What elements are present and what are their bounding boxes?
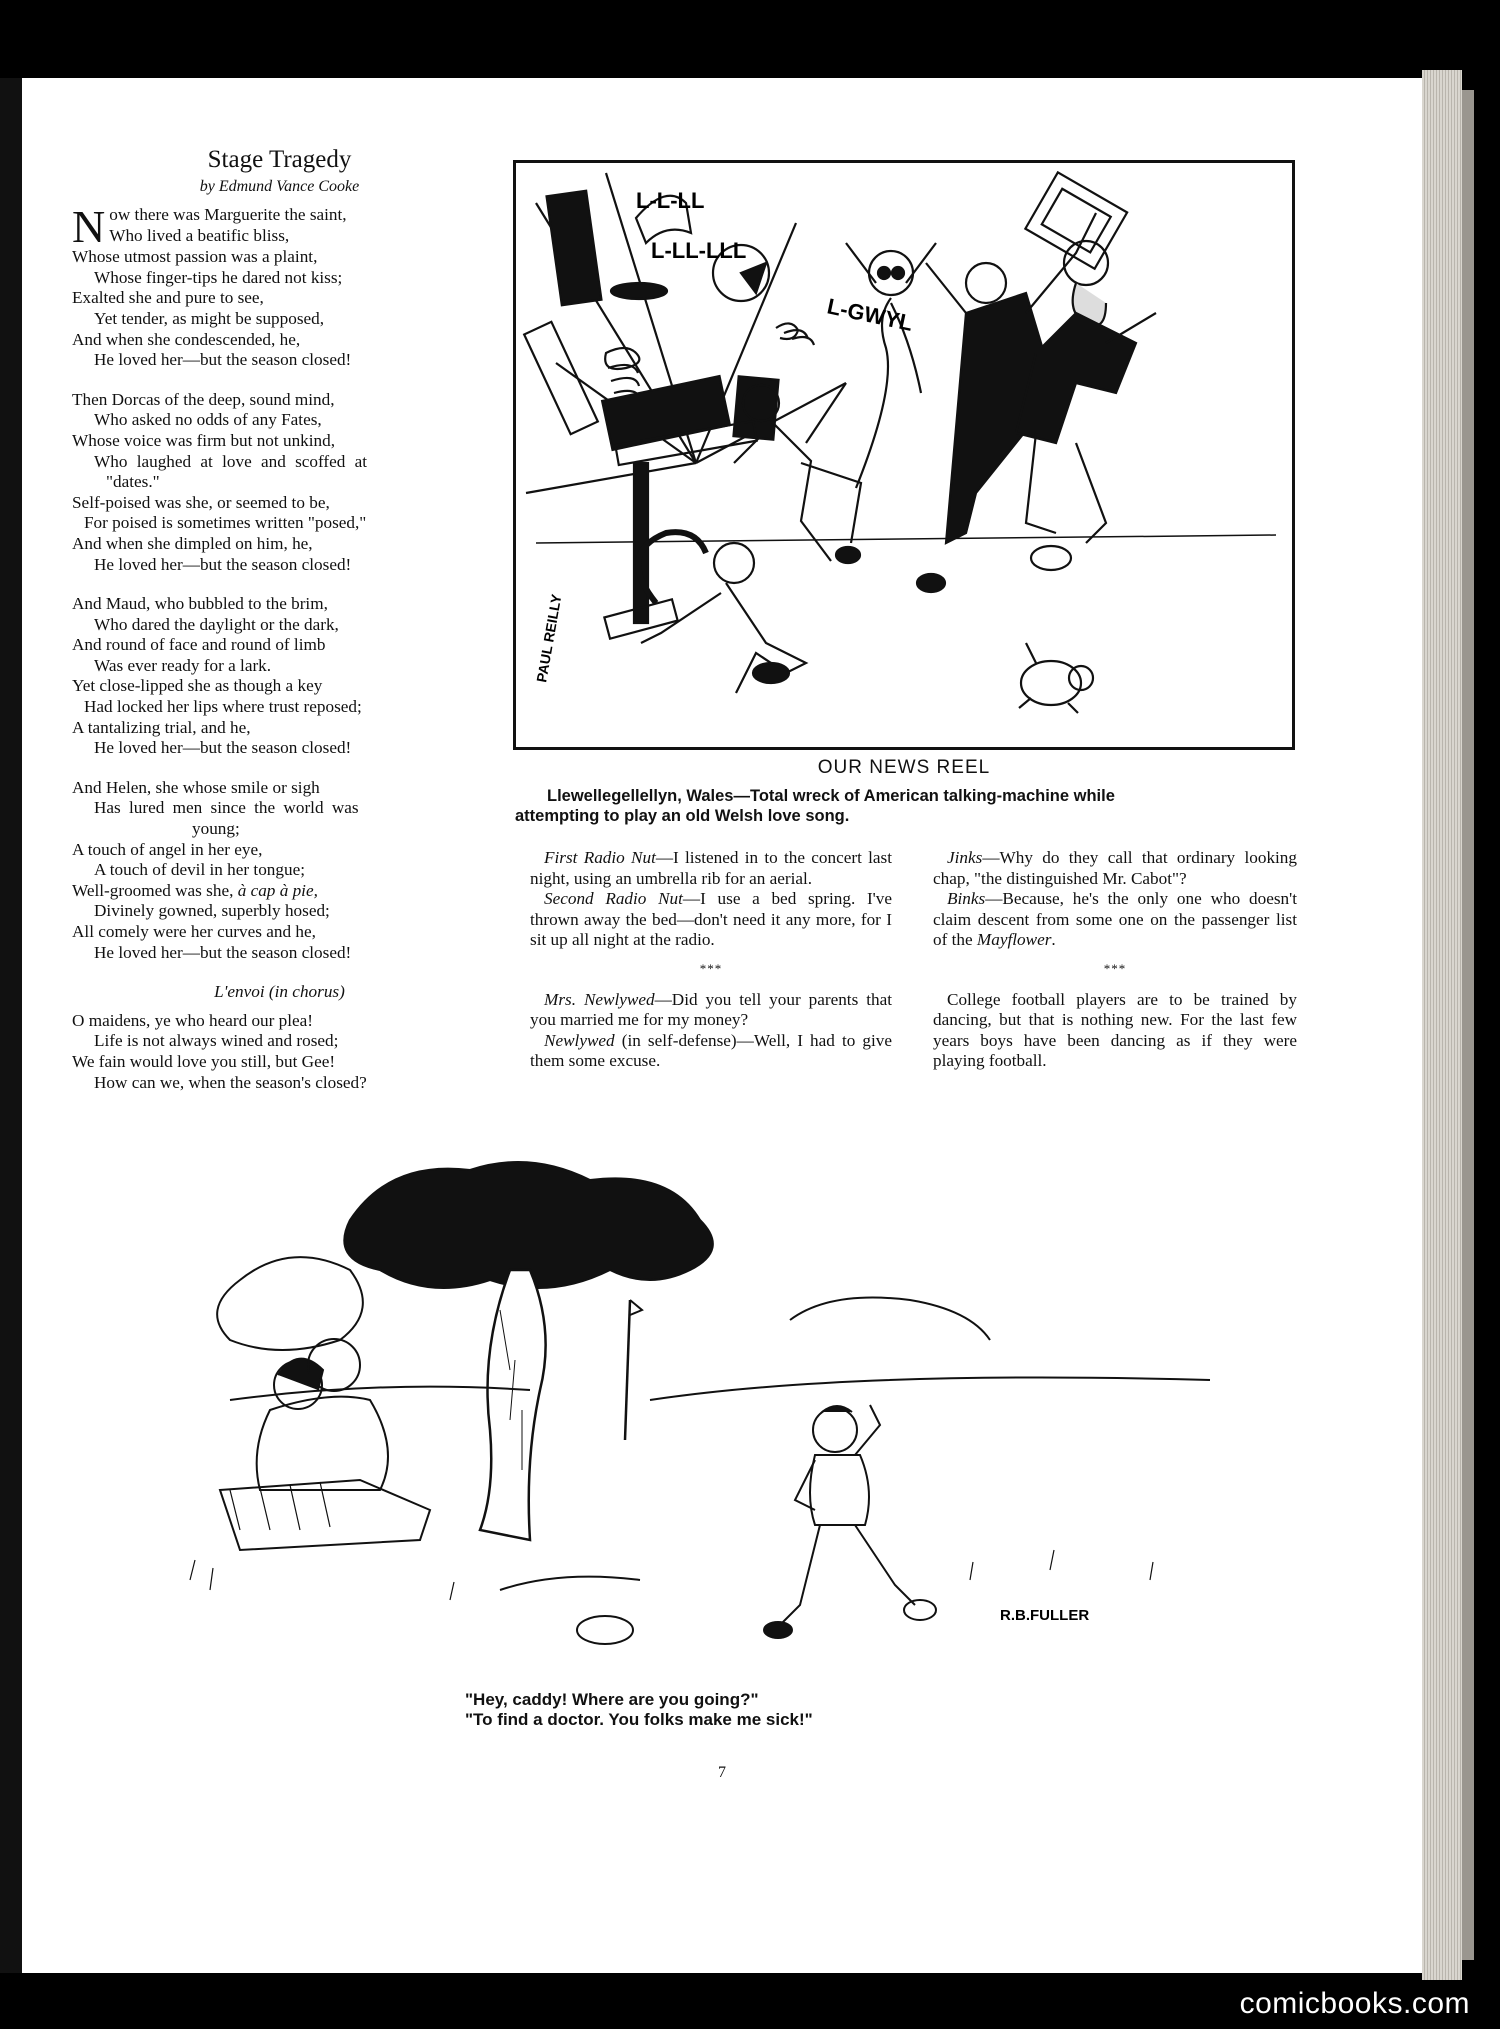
poem-line: He loved her—but the season closed! [94, 350, 352, 370]
poem-line: Whose utmost passion was a plaint, [72, 247, 318, 267]
poem-stanza-1 [72, 201, 487, 371]
poem-line: And when she dimpled on him, he, [72, 533, 313, 553]
poem-stanza-4 [72, 778, 487, 963]
joke-text: —I use a bed spring. I've thrown away the bed—don't need it any more, for I sit up all night at the radio. [530, 889, 892, 950]
poem-line: Who laughed at love and scoffed at [94, 451, 368, 471]
poem-line: ow there was Marguerite the saint, [109, 205, 347, 225]
cartoon-caddy-drawing [150, 1160, 1270, 1680]
poem-line: Self-poised was she, or seemed to be, [72, 492, 330, 512]
joke-speaker: Binks [947, 889, 986, 909]
lenvoi-note: (in chorus) [268, 982, 345, 1002]
poem-line: He loved her—but the season closed! [94, 554, 352, 574]
sound-effect-2: L-LL-LLL [651, 238, 747, 263]
joke-paragraph [530, 990, 892, 1031]
joke-text: —Did you tell your parents that you married me for my money? [530, 989, 893, 1030]
poem-stanza-5 [72, 1011, 487, 1093]
poem-stanza-3 [72, 594, 487, 759]
newsreel-line-1: Llewellegellellyn, Wales—Total wreck of American talking-machine while [547, 787, 1115, 805]
poem-line: Was ever ready for a lark. [94, 655, 272, 675]
poem-title: Stage Tragedy [207, 146, 352, 173]
poem-line: Who dared the daylight or the dark, [94, 614, 339, 634]
poem-line: And Maud, who bubbled to the brim, [72, 594, 328, 614]
joke-paragraph: College football players are to be trained by dancing, but that is nothing new. For the last few years boys have been dancing as if they were playing football. [933, 989, 1297, 1071]
poem-line: He loved her—but the season closed! [94, 942, 352, 962]
poem-line: Yet tender, as might be supposed, [94, 308, 325, 328]
jokes-column-right [933, 848, 1297, 1072]
cartoon-talking-machine-drawing [516, 163, 1292, 747]
poem-line: And Helen, she whose smile or sigh [72, 777, 320, 797]
book-page-edges [1422, 70, 1462, 1980]
poem-line: young; [192, 819, 240, 839]
section-divider-stars: *** [699, 960, 723, 976]
poem-line: Life is not always wined and rosed; [94, 1031, 339, 1051]
joke-speaker: First Radio Nut [544, 848, 656, 867]
poem-line: Who lived a beatific bliss, [109, 225, 290, 245]
poem-line: We fain would love you still, but Gee! [72, 1051, 336, 1071]
ship-name: Mayflower [976, 930, 1052, 950]
poem-stage-tragedy [72, 146, 487, 1112]
poem-phrase-italic: à cap à pie, [237, 880, 318, 900]
joke-text: —Why do they call that ordinary looking chap, "the distinguished Mr. Cabot"? [933, 848, 1297, 888]
poem-line: O maidens, ye who heard our plea! [72, 1010, 314, 1030]
joke-speaker: Newlywed [544, 1030, 615, 1050]
poem-line: Who asked no odds of any Fates, [94, 410, 322, 430]
poem-line: How can we, when the season's closed? [94, 1072, 367, 1092]
poem-line: All comely were her curves and he, [72, 922, 316, 941]
joke-text: (in self-defense)—Well, I had to give them some excuse. [530, 1030, 892, 1071]
sound-effect-1: L-L-LL [636, 188, 705, 213]
cartoon-caddy [150, 1160, 1270, 1680]
poem-byline: by Edmund Vance Cooke [199, 177, 360, 195]
caption-line-2: "To find a doctor. You folks make me sick!" [465, 1710, 813, 1729]
lenvoi-heading [72, 982, 487, 1003]
site-watermark: comicbooks.com [1239, 1987, 1470, 2020]
poem-line: "dates." [106, 472, 160, 492]
poem-line: Divinely gowned, superbly hosed; [94, 901, 330, 921]
poem-line: Then Dorcas of the deep, sound mind, [72, 389, 335, 409]
section-divider-stars: *** [1103, 960, 1127, 976]
poem-stanza-2 [72, 390, 487, 575]
joke-paragraph [933, 889, 1297, 951]
poem-line: Whose finger-tips he dared not kiss; [94, 267, 343, 287]
poem-line: Had locked her lips where trust reposed; [84, 697, 362, 717]
joke-paragraph [530, 848, 892, 889]
cartoon-talking-machine [513, 160, 1295, 750]
joke-text: —Because, he's the only one who doesn't claim descent from some one on the passenger list of the [933, 889, 1297, 950]
joke-speaker: Mrs. Newlywed [544, 989, 655, 1009]
poem-line: And when she condescended, he, [72, 329, 301, 349]
poem-line: Whose voice was firm but not unkind, [72, 430, 336, 450]
jokes-column-middle [530, 848, 892, 1072]
joke-paragraph [530, 889, 892, 951]
poem-line: He loved her—but the season closed! [94, 738, 352, 758]
artist-signature-fuller: R.B.FULLER [1000, 1607, 1090, 1624]
cartoon-caption [465, 1690, 985, 1730]
joke-speaker: Second Radio Nut [544, 889, 683, 909]
sound-effect-3: L-GWYL [824, 293, 916, 336]
poem-line: A touch of angel in her eye, [72, 839, 263, 859]
poem-line: Exalted she and pure to see, [72, 288, 264, 308]
joke-text-end: . [1051, 930, 1056, 950]
artist-signature: PAUL REILLY [533, 592, 565, 684]
poem-line: Well-groomed was she, [72, 880, 238, 900]
newsreel-line-2: attempting to play an old Welsh love song. [515, 807, 850, 825]
lenvoi-word: L'envoi [214, 982, 265, 1002]
poem-line: A touch of devil in her tongue; [94, 860, 305, 880]
joke-paragraph [530, 1031, 892, 1072]
poem-line: Has lured men since the world was [94, 798, 359, 818]
page-number: 7 [718, 1764, 726, 1781]
poem-line: A tantalizing trial, and he, [72, 717, 251, 737]
drop-cap: N [72, 201, 106, 253]
book-cover-edge [1462, 90, 1474, 1960]
newsreel-caption [515, 786, 1295, 826]
poem-line: And round of face and round of limb [72, 635, 326, 655]
joke-speaker: Jinks [947, 848, 983, 867]
joke-paragraph [933, 848, 1297, 889]
joke-text: —I listened in to the concert last night, using an umbrella rib for an aerial. [530, 848, 892, 888]
poem-line: For poised is sometimes written "posed," [84, 513, 367, 533]
poem-line: Yet close-lipped she as though a key [72, 676, 323, 696]
newsreel-title: OUR NEWS REEL [817, 757, 991, 778]
caption-line-1: "Hey, caddy! Where are you going?" [465, 1690, 759, 1709]
